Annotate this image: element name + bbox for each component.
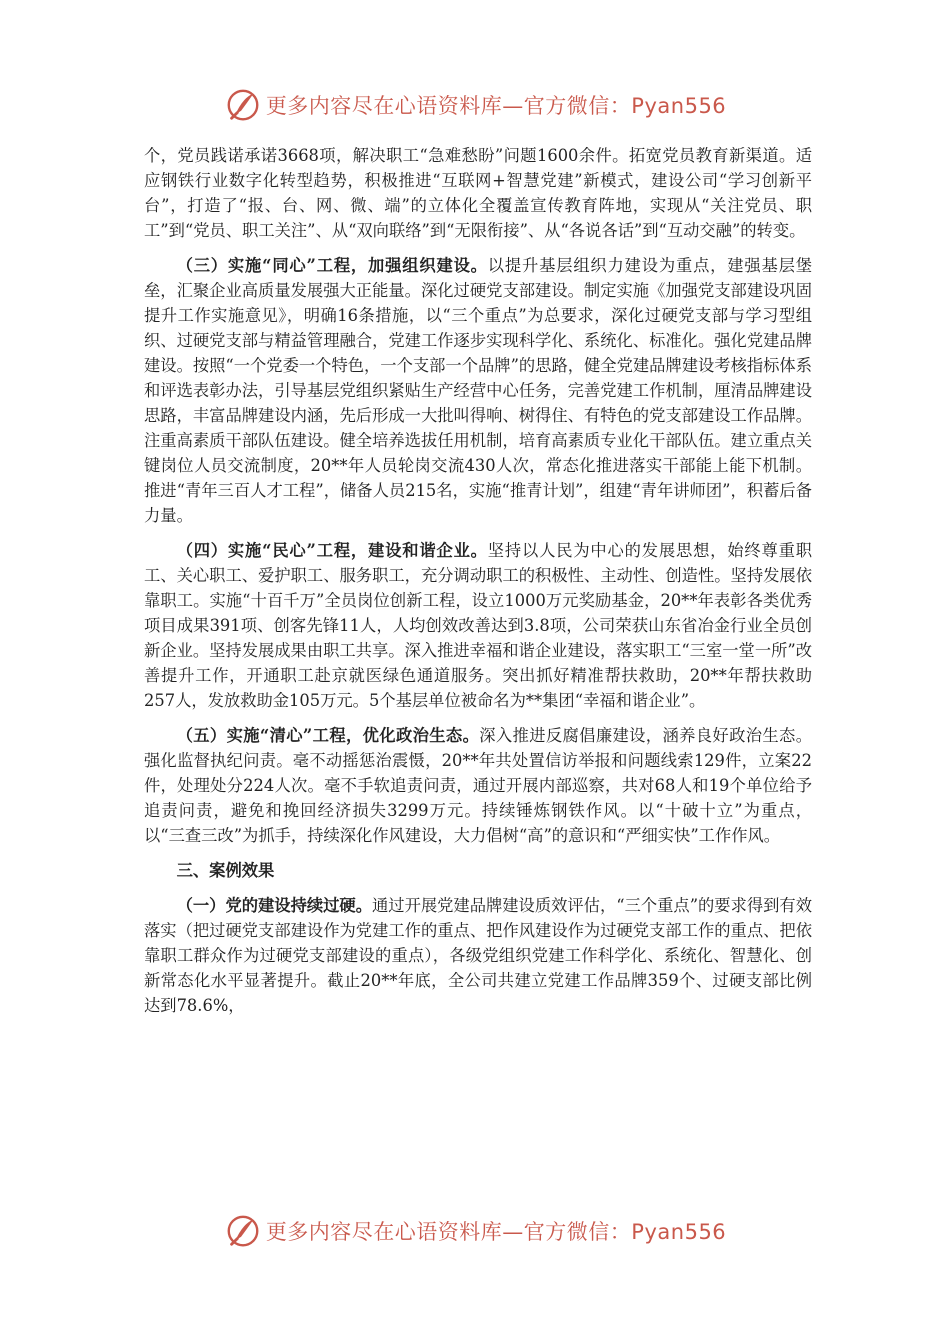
paragraph-minxin <box>144 538 812 713</box>
section-heading: 三、案例效果 <box>176 861 275 880</box>
footer-banner <box>0 1206 950 1256</box>
brush-logo-icon <box>224 1212 262 1250</box>
paragraph-lead: （四）实施“民心”工程，建设和谐企业。 <box>176 541 488 560</box>
banner-text: 更多内容尽在心语资料库—官方微信：Pyan556 <box>265 1220 727 1244</box>
paragraph-lead: （一）党的建设持续过硬。 <box>176 896 372 915</box>
paragraph-text: 个，党员践诺承诺3668项，解决职工“急难愁盼”问题1600余件。拓宽党员教育新渠道。适应钢铁行业数字化转型趋势，积极推进“互联网+智慧党建”新模式，建设公司“学习创新平台”，打造了“报、台、网、微、端”的立体化全覆盖宣传教育阵地，实现从“关注党员、职工”到“党员、职工关注”、从“双向联络”到“无限衔接”、从“各说各话”到“互动交融”的转变。 <box>144 146 812 240</box>
paragraph-text: 以提升基层组织力建设为重点，建强基层堡垒，汇聚企业高质量发展强大正能量。深化过硬党支部建设。制定实施《加强党支部建设巩固提升工作实施意见》，明确16条措施，以“三个重点”为总要求，深化过硬党支部与学习型组织、过硬党支部与精益管理融合，党建工作逐步实现科学化、系统化、标准化。强化党建品牌建设。按照“一个党委一个特色，一个支部一个品牌”的思路，健全党建品牌建设考核指标体系和评选表彰办法，引导基层党组织紧贴生产经营中心任务，完善党建工作机制，厘清品牌建设思路，丰富品牌建设内涵，先后形成一大批叫得响、树得住、有特色的党支部建设工作品牌。注重高素质干部队伍建设。健全培养选拔任用机制，培育高素质专业化干部队伍。建立重点关键岗位人员交流制度，20**年人员轮岗交流430人次，常态化推进落实干部能上能下机制。推进“青年三百人才工程”，储备人员215名，实施“推青计划”，组建“青年讲师团”，积蓄后备力量。 <box>144 256 812 525</box>
paragraph-continuation <box>144 143 812 243</box>
paragraph-lead: （五）实施“清心”工程，优化政治生态。 <box>176 726 480 745</box>
banner-text: 更多内容尽在心语资料库—官方微信：Pyan556 <box>265 94 727 118</box>
document-body <box>144 143 812 1028</box>
paragraph-tongxin <box>144 253 812 528</box>
paragraph-text: 深入推进反腐倡廉建设，涵养良好政治生态。强化监督执纪问责。毫不动摇惩治震慑，20**年共处置信访举报和问题线索129件，立案22件，处理处分224人次。毫不手软追责问责，通过开展内部巡察，共对68人和19个单位给予追责问责，避免和挽回经济损失3299万元。持续锤炼钢铁作风。以“十破十立”为重点，以“三查三改”为抓手，持续深化作风建设，大力倡树“高”的意识和“严细实快”工作作风。 <box>144 726 812 845</box>
paragraph-text: 坚持以人民为中心的发展思想，始终尊重职工、关心职工、爱护职工、服务职工，充分调动职工的积极性、主动性、创造性。坚持发展依靠职工。实施“十百千万”全员岗位创新工程，设立1000万元奖励基金，20**年表彰各类优秀项目成果391项、创客先锋11人，人均创效改善达到3.8项，公司荣获山东省冶金行业全员创新企业。坚持发展成果由职工共享。深入推进幸福和谐企业建设，落实职工“三室一堂一所”改善提升工作，开通职工赴京就医绿色通道服务。突出抓好精准帮扶救助，20**年帮扶救助257人，发放救助金105万元。5个基层单位被命名为**集团“幸福和谐企业”。 <box>144 541 812 710</box>
paragraph-text: 通过开展党建品牌建设质效评估，“三个重点”的要求得到有效落实（把过硬党支部建设作为党建工作的重点、把作风建设作为过硬党支部工作的重点、把依靠职工群众作为过硬党支部建设的重点），各级党组织党建工作科学化、系统化、智慧化、创新常态化水平显著提升。截止20**年底，全公司共建立党建工作品牌359个、过硬支部比例达到78.6%， <box>144 896 812 1015</box>
paragraph-lead: （三）实施“同心”工程，加强组织建设。 <box>176 256 488 275</box>
paragraph-results <box>144 893 812 1018</box>
header-banner <box>0 80 950 130</box>
paragraph-qingxin <box>144 723 812 848</box>
brush-logo-icon <box>224 86 262 124</box>
